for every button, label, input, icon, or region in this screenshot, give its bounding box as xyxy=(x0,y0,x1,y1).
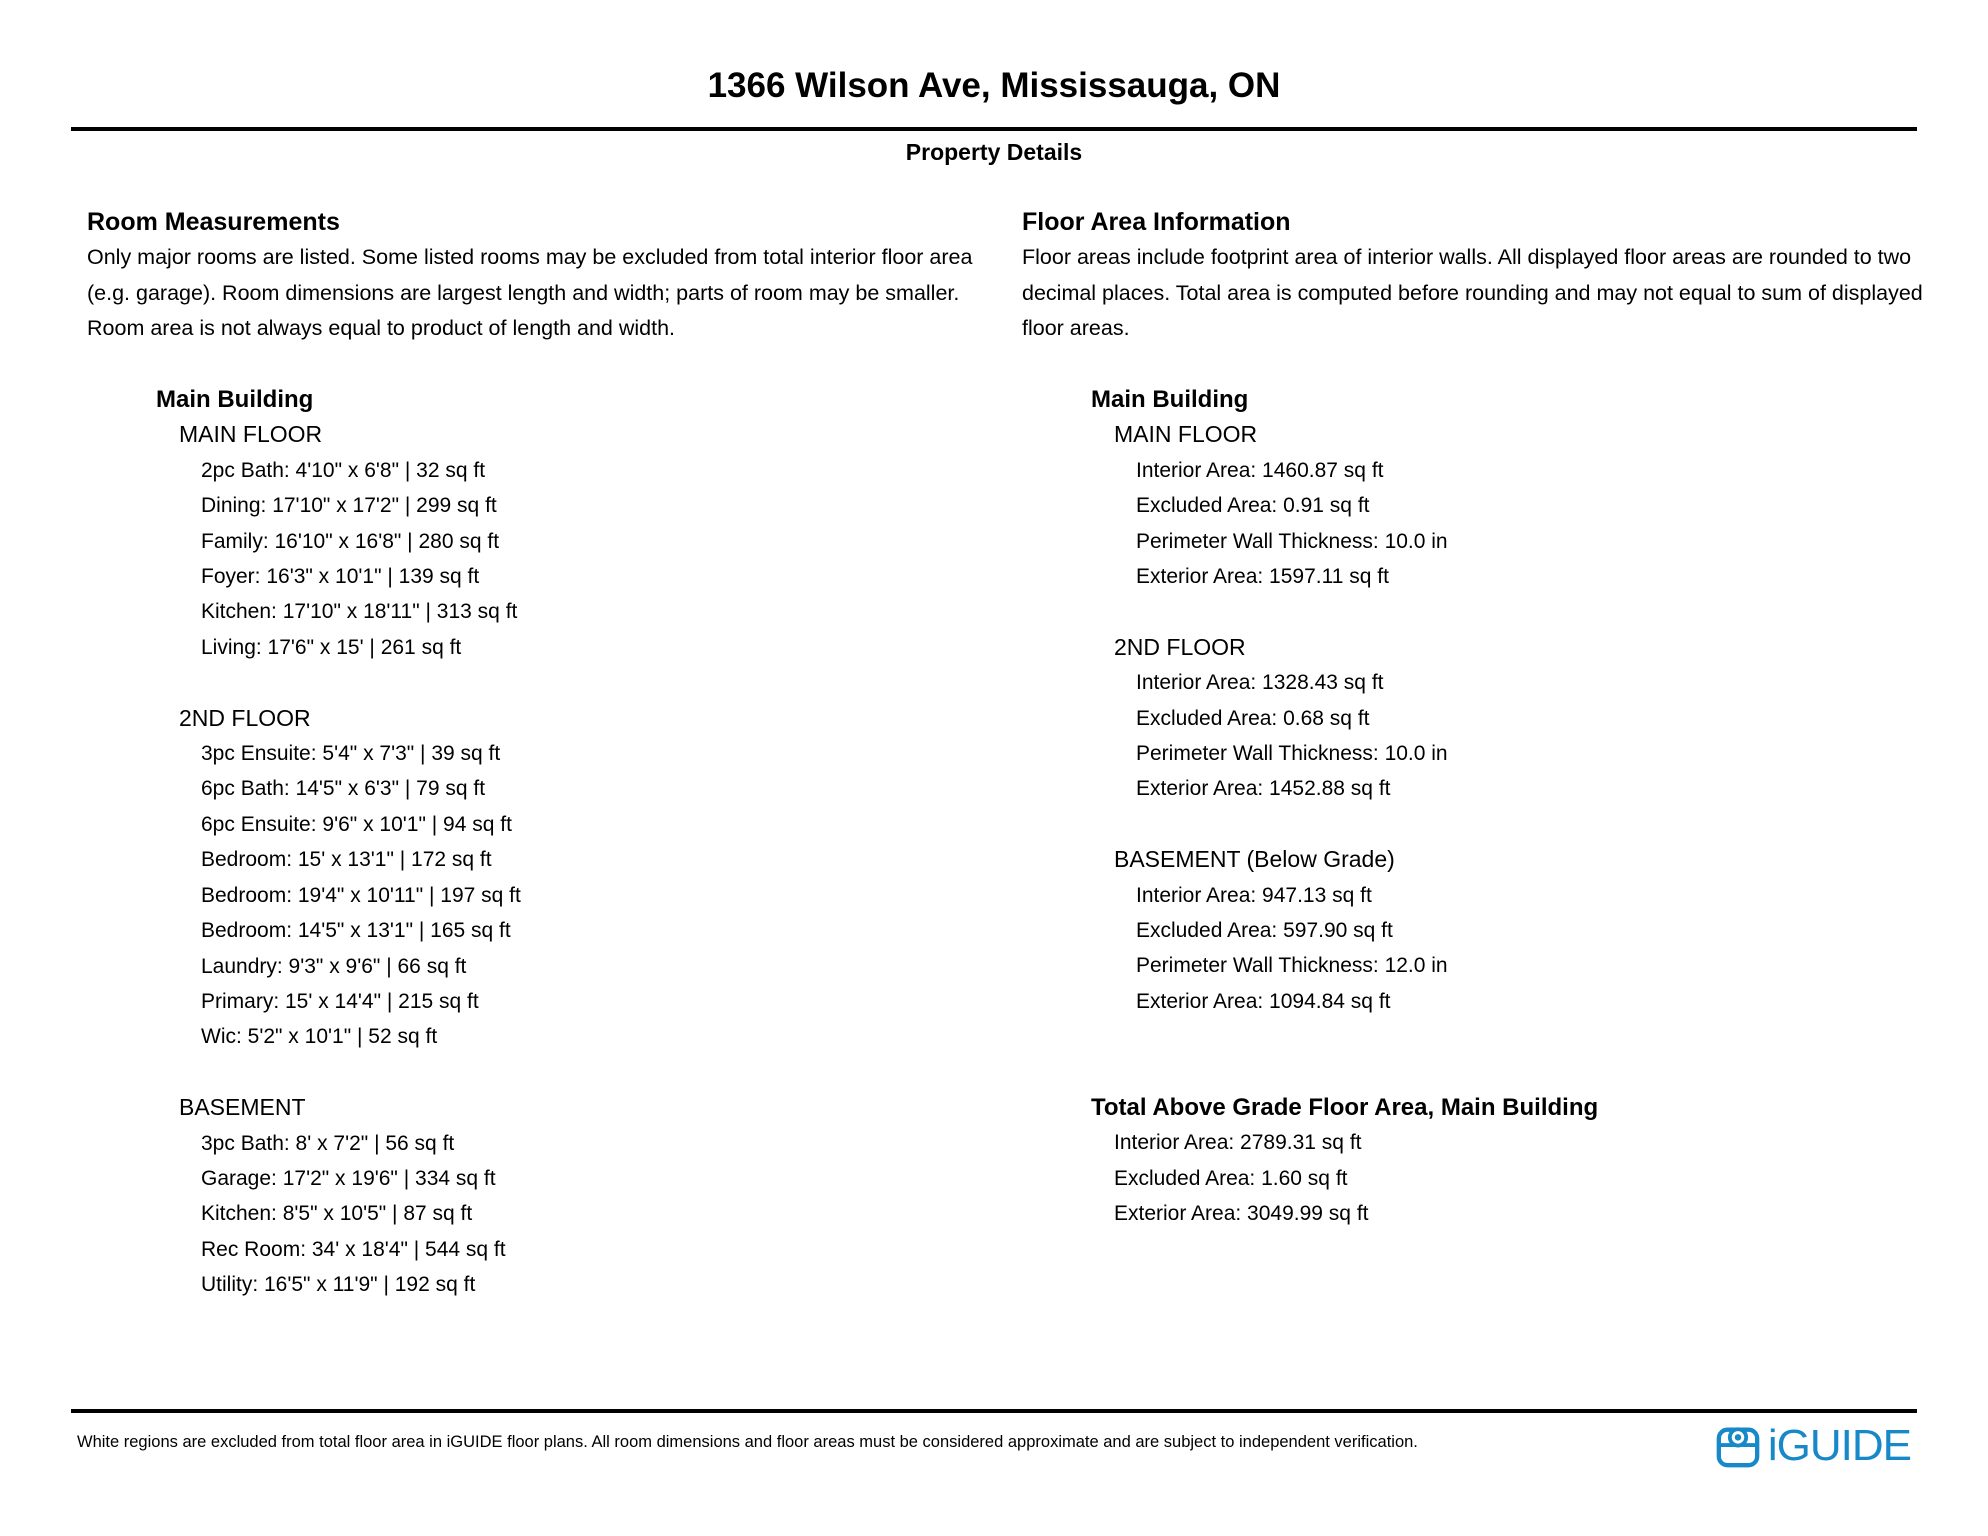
floor-area-information-section xyxy=(1022,205,1930,1232)
section-description-line: Only major rooms are listed. Some listed rooms may be excluded from total interior floor area xyxy=(87,245,973,270)
room-measurement: Family: 16'10" x 16'8" | 280 sq ft xyxy=(201,529,500,553)
floor-area-stat: Excluded Area: 597.90 sq ft xyxy=(1136,919,1393,943)
page-subtitle: Property Details xyxy=(905,139,1083,165)
iguide-camera-icon xyxy=(1715,1423,1761,1469)
spacer xyxy=(1022,1019,1930,1054)
room-measurement: Bedroom: 15' x 13'1" | 172 sq ft xyxy=(201,848,492,872)
property-details-body xyxy=(0,205,1988,1303)
floor-area-stat: Perimeter Wall Thickness: 10.0 in xyxy=(1136,742,1448,766)
section-description-line: floor areas. xyxy=(1022,316,1130,341)
iguide-logo-text: iGUIDE xyxy=(1767,1421,1911,1470)
page-title: 1366 Wilson Ave, Mississauga, ON xyxy=(707,66,1281,105)
section-description-line: Floor areas include footprint area of interior walls. All displayed floor areas are rounded to two xyxy=(1022,245,1912,270)
room-measurement: Rec Room: 34' x 18'4" | 544 sq ft xyxy=(201,1237,506,1261)
section-description-line: (e.g. garage). Room dimensions are largest length and width; parts of room may be smaller. xyxy=(87,280,960,305)
title-divider xyxy=(71,127,1917,131)
spacer xyxy=(1022,807,1930,842)
room-measurement: Bedroom: 14'5" x 13'1" | 165 sq ft xyxy=(201,919,511,943)
floor-area-stat: Perimeter Wall Thickness: 12.0 in xyxy=(1136,954,1448,978)
building-name: Main Building xyxy=(156,386,314,414)
spacer xyxy=(87,1055,1022,1090)
section-heading: Room Measurements xyxy=(87,208,340,236)
room-measurement: Utility: 16'5" x 11'9" | 192 sq ft xyxy=(201,1273,476,1297)
total-stat: Interior Area: 2789.31 sq ft xyxy=(1114,1131,1362,1155)
total-heading: Total Above Grade Floor Area, Main Building xyxy=(1091,1094,1599,1122)
spacer xyxy=(1022,1055,1930,1090)
floor-area-stat: Excluded Area: 0.68 sq ft xyxy=(1136,706,1370,730)
spacer xyxy=(1022,594,1930,629)
floor-name: 2ND FLOOR xyxy=(179,704,311,731)
spacer xyxy=(87,665,1022,700)
footer-divider xyxy=(71,1409,1917,1413)
room-measurement: 2pc Bath: 4'10" x 6'8" | 32 sq ft xyxy=(201,458,486,482)
room-measurement: Bedroom: 19'4" x 10'11" | 197 sq ft xyxy=(201,883,521,907)
room-measurement: 6pc Ensuite: 9'6" x 10'1" | 94 sq ft xyxy=(201,812,512,836)
floor-area-stat: Interior Area: 1460.87 sq ft xyxy=(1136,458,1384,482)
room-measurement: Garage: 17'2" x 19'6" | 334 sq ft xyxy=(201,1166,496,1190)
room-measurement: 3pc Bath: 8' x 7'2" | 56 sq ft xyxy=(201,1131,455,1155)
footer-disclaimer: White regions are excluded from total floor area in iGUIDE floor plans. All room dimensions and floor areas must be considered approximate and are subject to independent verification. xyxy=(77,1433,1418,1451)
total-stat: Excluded Area: 1.60 sq ft xyxy=(1114,1166,1348,1190)
floor-name: BASEMENT xyxy=(179,1094,306,1121)
floor-name: MAIN FLOOR xyxy=(1114,421,1258,448)
floor-area-stat: Exterior Area: 1452.88 sq ft xyxy=(1136,777,1391,801)
room-measurement: Kitchen: 17'10" x 18'11" | 313 sq ft xyxy=(201,600,518,624)
floor-area-stat: Interior Area: 1328.43 sq ft xyxy=(1136,671,1384,695)
room-measurement: Wic: 5'2" x 10'1" | 52 sq ft xyxy=(201,1025,438,1049)
section-description-line: Room area is not always equal to product of length and width. xyxy=(87,316,676,341)
building-name: Main Building xyxy=(1091,386,1249,414)
total-stat: Exterior Area: 3049.99 sq ft xyxy=(1114,1202,1369,1226)
room-measurement: Laundry: 9'3" x 9'6" | 66 sq ft xyxy=(201,954,467,978)
floor-area-stat: Exterior Area: 1094.84 sq ft xyxy=(1136,989,1391,1013)
room-measurement: 3pc Ensuite: 5'4" x 7'3" | 39 sq ft xyxy=(201,742,501,766)
room-measurement: Primary: 15' x 14'4" | 215 sq ft xyxy=(201,989,479,1013)
floor-area-stat: Interior Area: 947.13 sq ft xyxy=(1136,883,1372,907)
section-heading: Floor Area Information xyxy=(1022,208,1291,236)
spacer xyxy=(87,347,1022,382)
room-measurement: Dining: 17'10" x 17'2" | 299 sq ft xyxy=(201,494,497,518)
floor-name: BASEMENT (Below Grade) xyxy=(1114,846,1395,873)
room-measurements-section xyxy=(87,205,1022,1303)
iguide-logo xyxy=(1715,1423,1911,1469)
section-description-line: decimal places. Total area is computed before rounding and may not equal to sum of displayed xyxy=(1022,280,1923,305)
page-header xyxy=(0,0,1988,167)
floor-area-stat: Perimeter Wall Thickness: 10.0 in xyxy=(1136,529,1448,553)
floor-area-stat: Exterior Area: 1597.11 sq ft xyxy=(1136,565,1389,589)
room-measurement: Kitchen: 8'5" x 10'5" | 87 sq ft xyxy=(201,1202,473,1226)
room-measurement: 6pc Bath: 14'5" x 6'3" | 79 sq ft xyxy=(201,777,486,801)
page-footer xyxy=(77,1417,1911,1469)
floor-name: 2ND FLOOR xyxy=(1114,633,1246,660)
floor-name: MAIN FLOOR xyxy=(179,421,323,448)
room-measurement: Foyer: 16'3" x 10'1" | 139 sq ft xyxy=(201,565,480,589)
floor-area-stat: Excluded Area: 0.91 sq ft xyxy=(1136,494,1370,518)
room-measurement: Living: 17'6" x 15' | 261 sq ft xyxy=(201,635,462,659)
spacer xyxy=(1022,347,1930,382)
